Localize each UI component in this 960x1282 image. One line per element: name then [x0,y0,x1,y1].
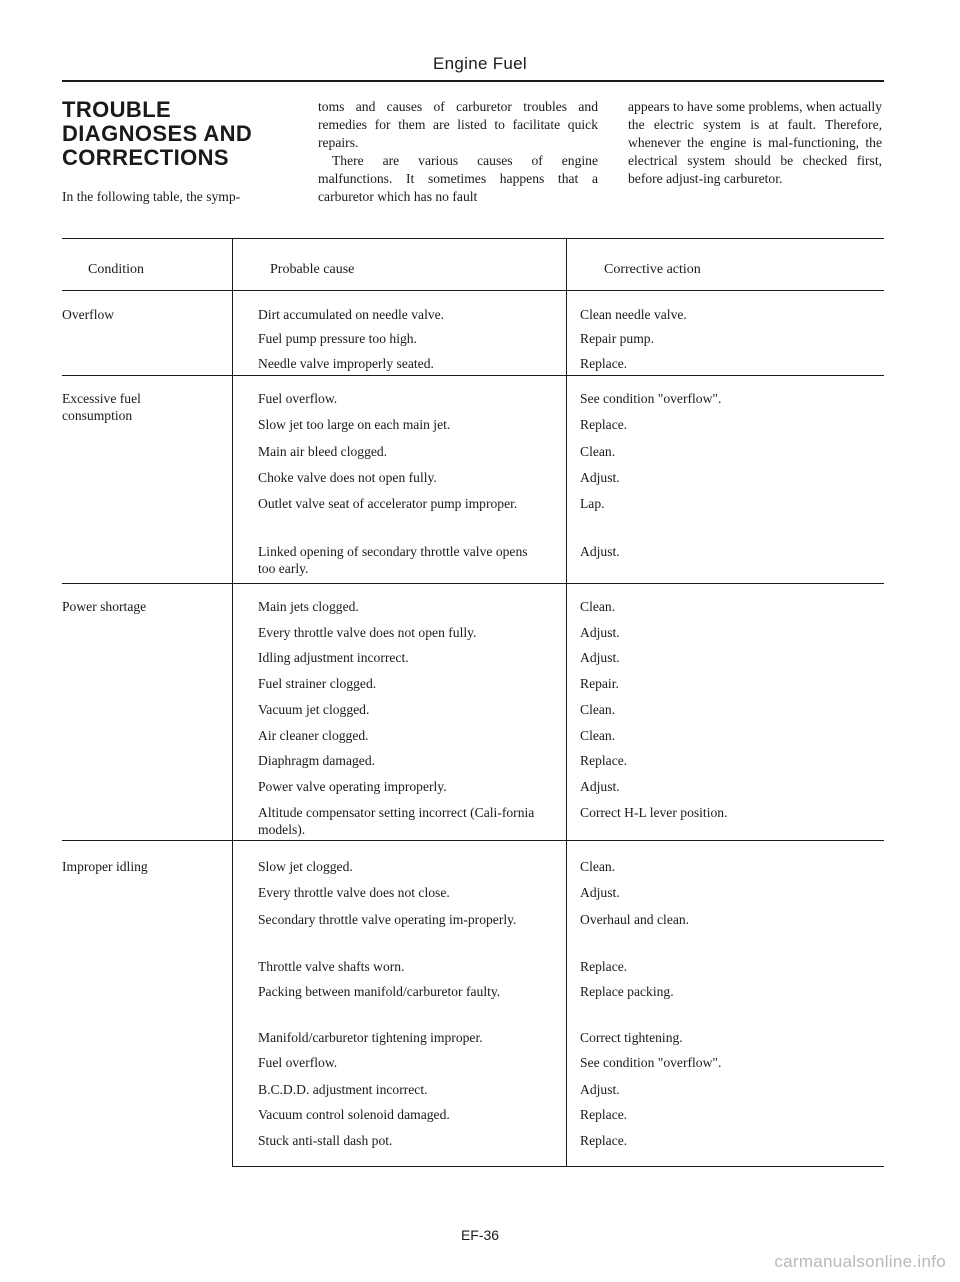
section-heading [62,98,252,170]
intro-column-2 [318,98,598,206]
intro-col2-paragraph-1: toms and causes of carburetor troubles and remedies for them are listed to facilitate quick repairs. [318,99,598,150]
action-cell: Adjust. [580,779,620,794]
cause-cell: Fuel overflow. [258,391,338,406]
column-header-cause: Probable cause [270,262,355,277]
group-separator [62,375,884,376]
action-cell: Clean needle valve. [580,307,687,322]
intro-column-1 [62,188,302,206]
action-cell: Adjust. [580,650,620,665]
action-cell: Replace packing. [580,984,674,999]
header-rule [62,80,884,82]
action-cell: Correct tightening. [580,1030,683,1045]
heading-line-2: DIAGNOSES AND [62,121,253,146]
action-cell: Replace. [580,356,628,371]
action-cell: Adjust. [580,470,620,485]
group-separator [62,840,884,841]
cause-cell: Slow jet clogged. [258,859,353,874]
cause-cell: Packing between manifold/carburetor faulty. [258,984,501,999]
cause-cell: Main jets clogged. [258,599,359,614]
column-header-condition: Condition [88,262,145,277]
cause-cell: Stuck anti-stall dash pot. [258,1133,393,1148]
table-divider-1 [232,238,233,1166]
cause-cell: Air cleaner clogged. [258,728,369,743]
cause-cell: Dirt accumulated on needle valve. [258,307,445,322]
action-cell: Replace. [580,959,628,974]
group-separator [62,583,884,584]
table-header-rule [62,290,884,291]
cause-cell: Manifold/carburetor tightening improper. [258,1030,483,1045]
cause-cell: Needle valve improperly seated. [258,356,434,371]
table-top-rule [62,238,884,239]
intro-col3-text: appears to have some problems, when actually the electric system is at fault. Therefore, whenever the engine is mal-functioning, the electrical system should be checked first, before adjust-ing carburetor. [628,99,882,186]
running-header: Engine Fuel [432,54,528,73]
cause-cell: B.C.D.D. adjustment incorrect. [258,1082,428,1097]
page-number: EF-36 [460,1227,500,1243]
action-cell: Replace. [580,1133,628,1148]
action-cell: Repair pump. [580,331,654,346]
heading-line-1: TROUBLE [62,97,172,122]
action-cell: See condition "overflow". [580,391,722,406]
action-cell: Clean. [580,859,616,874]
condition-cell: Power shortage [62,599,147,614]
action-cell: Adjust. [580,544,620,559]
watermark: carmanualsonline.info [774,1252,946,1271]
column-header-action: Corrective action [604,262,701,277]
cause-cell: Fuel strainer clogged. [258,676,377,691]
action-cell: Overhaul and clean. [580,912,690,927]
action-cell: Adjust. [580,885,620,900]
cause-cell: Choke valve does not open fully. [258,470,437,485]
cause-cell: Fuel pump pressure too high. [258,331,417,346]
cause-cell: Idling adjustment incorrect. [258,650,409,665]
cause-cell: Power valve operating improperly. [258,779,447,794]
action-cell: Lap. [580,496,605,511]
table-bottom-rule [232,1166,884,1167]
cause-cell: Diaphragm damaged. [258,753,376,768]
action-cell: Clean. [580,444,616,459]
action-cell: Replace. [580,417,628,432]
cause-cell: Every throttle valve does not open fully. [258,625,477,640]
cause-cell: Throttle valve shafts worn. [258,959,405,974]
condition-cell: Improper idling [62,859,148,874]
cause-cell: Altitude compensator setting incorrect (Cali-fornia models). [258,805,535,837]
cause-cell: Slow jet too large on each main jet. [258,417,451,432]
cause-cell: Main air bleed clogged. [258,444,388,459]
action-cell: See condition "overflow". [580,1055,722,1070]
condition-cell: Overflow [62,307,115,322]
heading-line-3: CORRECTIONS [62,145,229,170]
cause-cell: Outlet valve seat of accelerator pump improper. [258,496,518,511]
intro-column-3 [628,98,882,188]
cause-cell: Fuel overflow. [258,1055,338,1070]
cause-cell: Vacuum control solenoid damaged. [258,1107,450,1122]
action-cell: Replace. [580,1107,628,1122]
action-cell: Correct H-L lever position. [580,805,728,820]
action-cell: Adjust. [580,1082,620,1097]
cause-cell: Linked opening of secondary throttle valve opens too early. [258,544,528,576]
condition-cell: Excessive fuel consumption [62,391,141,423]
action-cell: Clean. [580,599,616,614]
cause-cell: Secondary throttle valve operating im-properly. [258,912,517,927]
table-divider-2 [566,238,567,1166]
cause-cell: Vacuum jet clogged. [258,702,370,717]
intro-col2-paragraph-2: There are various causes of engine malfunctions. It sometimes happens that a carburetor which has no fault [318,153,598,204]
action-cell: Clean. [580,728,616,743]
action-cell: Clean. [580,702,616,717]
action-cell: Replace. [580,753,628,768]
intro-col1-text: In the following table, the symp- [62,189,241,204]
action-cell: Repair. [580,676,619,691]
action-cell: Adjust. [580,625,620,640]
cause-cell: Every throttle valve does not close. [258,885,450,900]
